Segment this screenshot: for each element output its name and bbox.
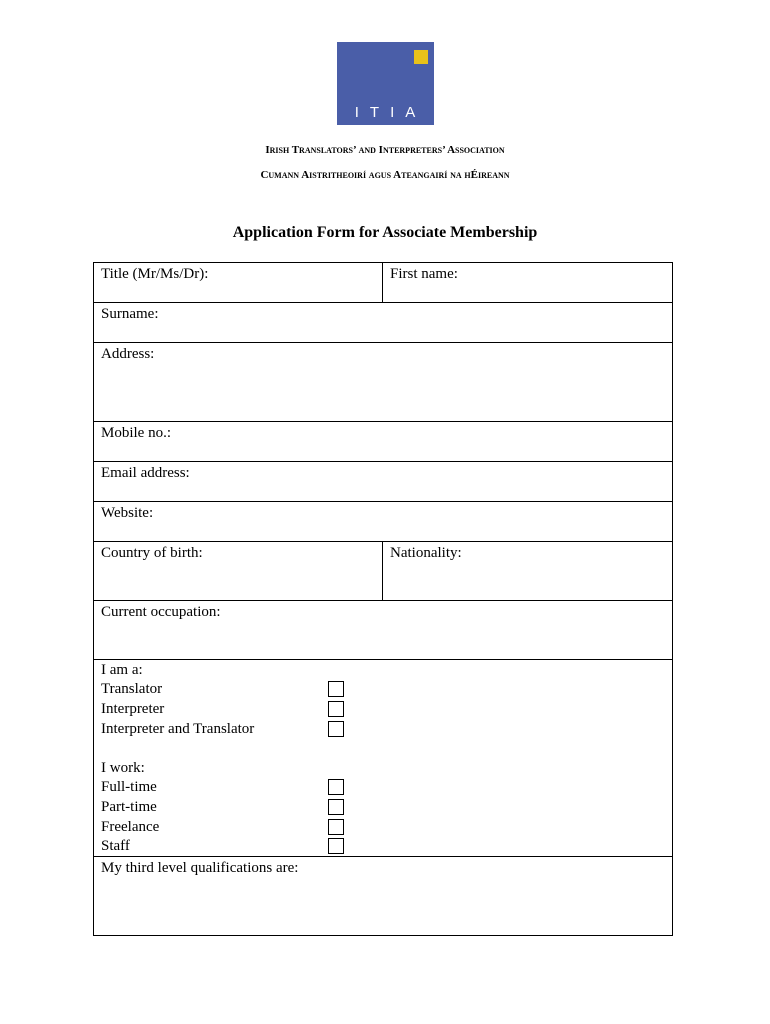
option-label: Part-time [101,798,157,815]
country-of-birth-label: Country of birth: [101,545,203,561]
mobile-field[interactable] [94,422,673,462]
website-field[interactable] [94,502,673,542]
i-am-heading: I am a: [101,661,143,678]
nationality-label: Nationality: [390,545,462,561]
current-occupation-field[interactable] [94,601,673,660]
option-label: Interpreter [101,700,165,717]
title-label: Title (Mr/Ms/Dr): [101,266,209,282]
address-field[interactable] [94,343,673,422]
option-freelance [101,817,672,837]
option-label: Freelance [101,818,160,835]
spacer [101,738,672,758]
interpreter-checkbox[interactable] [328,701,344,717]
mobile-label: Mobile no.: [101,425,171,441]
option-label: Translator [101,681,163,698]
option-staff [101,836,672,856]
option-interpreter-and-translator [101,719,672,739]
address-label: Address: [101,346,155,362]
nationality-field[interactable] [383,542,673,601]
option-full-time [101,778,672,798]
option-label: Interpreter and Translator [101,720,255,737]
surname-field[interactable] [94,303,673,343]
application-form [93,262,673,936]
itia-logo [337,42,434,125]
title-field[interactable] [94,263,383,303]
website-label: Website: [101,505,154,521]
part-time-checkbox[interactable] [328,799,344,815]
option-part-time [101,797,672,817]
option-translator [101,680,672,700]
qualifications-field[interactable] [94,856,673,935]
current-occupation-label: Current occupation: [101,604,221,620]
options-section [94,660,673,857]
i-work-heading: I work: [101,759,145,776]
logo-text: ITIA [354,104,427,121]
email-label: Email address: [101,465,190,481]
org-name-english: Irish Translators’ and Interpreters’ Association [265,144,505,156]
staff-checkbox[interactable] [328,838,344,854]
surname-label: Surname: [101,306,159,322]
first-name-field[interactable] [383,263,673,303]
full-time-checkbox[interactable] [328,779,344,795]
email-field[interactable] [94,462,673,502]
interpreter-and-translator-checkbox[interactable] [328,721,344,737]
option-label: Staff [101,838,130,855]
option-label: Full-time [101,779,157,796]
logo-square [414,50,428,64]
qualifications-label: My third level qualifications are: [101,859,299,876]
country-of-birth-field[interactable] [94,542,383,601]
translator-checkbox[interactable] [328,681,344,697]
org-name-irish: Cumann Aistritheoirí agus Ateangairí na hÉireann [260,169,510,181]
form-title: Application Form for Associate Membership [232,224,538,241]
first-name-label: First name: [390,266,458,282]
freelance-checkbox[interactable] [328,819,344,835]
option-interpreter [101,699,672,719]
